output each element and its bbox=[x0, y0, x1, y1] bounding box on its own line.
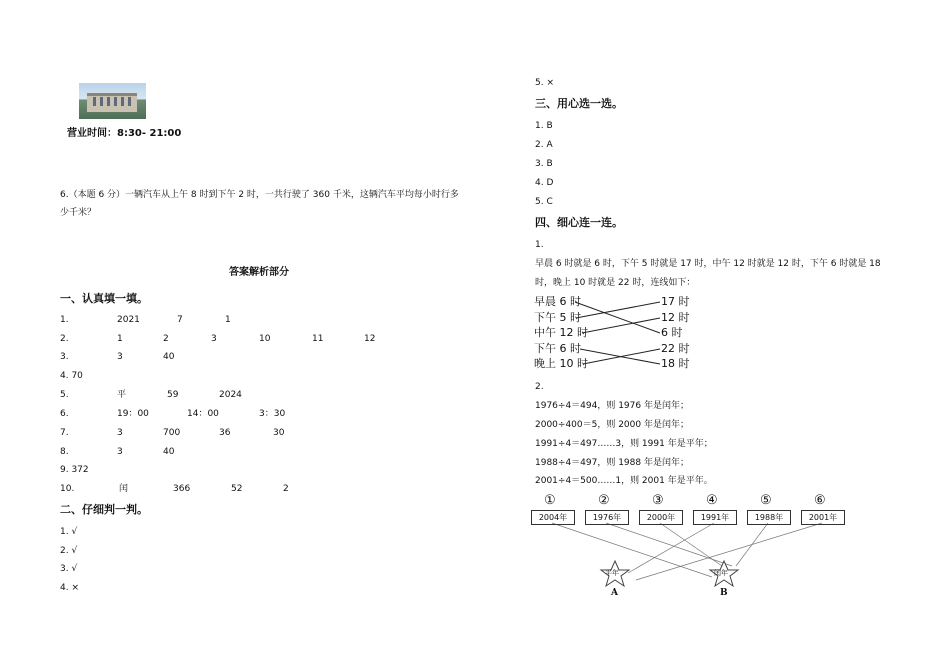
answer-value: 14：00 bbox=[187, 409, 219, 419]
match-left-item: 晚上 10 时 bbox=[534, 357, 588, 370]
answer-num: 1. bbox=[60, 315, 69, 325]
answer-value: 3 bbox=[211, 334, 217, 344]
leap-year-line: 2001÷4＝500……1，则 2001 年是平年。 bbox=[535, 476, 713, 486]
choice-answer: 4. D bbox=[535, 178, 554, 188]
choice-answer: 5. C bbox=[535, 197, 553, 207]
section1-title: 一、认真填一填。 bbox=[60, 292, 148, 305]
answer-value: 7 bbox=[177, 315, 183, 325]
answer-num: 8. bbox=[60, 447, 69, 457]
match-left-item: 下午 5 时 bbox=[534, 311, 581, 324]
business-hours: 营业时间：8:30- 21:00 bbox=[67, 128, 182, 139]
section4-title: 四、细心连一连。 bbox=[535, 216, 623, 229]
judge-answer: 1. √ bbox=[60, 527, 78, 537]
section2-title: 二、仔细判一判。 bbox=[60, 503, 148, 516]
match-right-item: 22 时 bbox=[661, 342, 690, 355]
option-a-label: A bbox=[611, 588, 618, 598]
circle-number: ⑥ bbox=[814, 493, 826, 508]
answer-value: 2021 bbox=[117, 315, 140, 325]
answer-value: 1 bbox=[225, 315, 231, 325]
judge-answer: 5. × bbox=[535, 78, 554, 88]
answer-value: 10 bbox=[259, 334, 271, 344]
leap-year-line: 1988÷4＝497，则 1988 年是闰年； bbox=[535, 458, 689, 468]
answer-value: 40 bbox=[163, 447, 175, 457]
answer-num: 3. bbox=[60, 352, 69, 362]
answer-value: 3：30 bbox=[259, 409, 286, 419]
answer-value: 12 bbox=[364, 334, 376, 344]
year-box: 1988年 bbox=[747, 510, 791, 525]
section3-title: 三、用心选一选。 bbox=[535, 97, 623, 110]
answers-title: 答案解析部分 bbox=[229, 267, 289, 278]
answer-num: 6. bbox=[60, 409, 69, 419]
match-right-item: 6 时 bbox=[661, 326, 683, 339]
answer-value: 19：00 bbox=[117, 409, 149, 419]
answer-value: 11 bbox=[312, 334, 324, 344]
answer-value: 59 bbox=[167, 390, 179, 400]
circle-number: ④ bbox=[706, 493, 718, 508]
circle-number: ③ bbox=[652, 493, 664, 508]
answer-value: 2024 bbox=[219, 390, 242, 400]
leap-year-line: 1991÷4＝497……3，则 1991 年是平年； bbox=[535, 439, 713, 449]
answer-value: 2 bbox=[283, 484, 289, 494]
answer-num: 5. bbox=[60, 390, 69, 400]
answer-value: 1 bbox=[117, 334, 123, 344]
answer-num: 2. bbox=[60, 334, 69, 344]
question-6-line1: 6.（本题 6 分）一辆汽车从上午 8 时到下午 2 时，一共行驶了 360 千米，这辆汽车平均每小时行多 bbox=[60, 190, 459, 200]
year-box: 2001年 bbox=[801, 510, 845, 525]
question-number: 2. bbox=[535, 382, 544, 392]
star-label-leap-year: 闰年 bbox=[714, 569, 728, 577]
answer-value: 40 bbox=[163, 352, 175, 362]
match-left-item: 下午 6 时 bbox=[534, 342, 581, 355]
match-explanation-line1: 早晨 6 时就是 6 时，下午 5 时就是 17 时，中午 12 时就是 12 时，下午 6 时就是 18 bbox=[535, 259, 881, 269]
year-box: 1991年 bbox=[693, 510, 737, 525]
answer-num: 9. 372 bbox=[60, 465, 89, 475]
circle-number: ① bbox=[544, 493, 556, 508]
answer-value: 闰 bbox=[119, 484, 129, 494]
circle-number: ② bbox=[598, 493, 610, 508]
question-6-line2: 少千米？ bbox=[60, 208, 97, 218]
answer-value: 366 bbox=[173, 484, 191, 494]
match-right-item: 12 时 bbox=[661, 311, 690, 324]
answer-num: 4. 70 bbox=[60, 371, 83, 381]
answer-num: 7. bbox=[60, 428, 69, 438]
answer-value: 30 bbox=[273, 428, 285, 438]
judge-answer: 2. √ bbox=[60, 546, 78, 556]
choice-answer: 2. A bbox=[535, 140, 553, 150]
question-number: 1. bbox=[535, 240, 544, 250]
judge-answer: 4. × bbox=[60, 583, 79, 593]
judge-answer: 3. √ bbox=[60, 564, 78, 574]
answer-value: 3 bbox=[117, 352, 123, 362]
choice-answer: 3. B bbox=[535, 159, 553, 169]
answer-value: 700 bbox=[163, 428, 181, 438]
leap-year-line: 2000÷400＝5，则 2000 年是闰年； bbox=[535, 420, 689, 430]
star-label-common-year: 平年 bbox=[605, 569, 619, 577]
answer-value: 2 bbox=[163, 334, 169, 344]
year-box: 1976年 bbox=[585, 510, 629, 525]
leap-year-line: 1976÷4＝494，则 1976 年是闰年； bbox=[535, 401, 689, 411]
match-left-item: 中午 12 时 bbox=[534, 326, 588, 339]
choice-answer: 1. B bbox=[535, 121, 553, 131]
year-box: 2000年 bbox=[639, 510, 683, 525]
match-right-item: 18 时 bbox=[661, 357, 690, 370]
option-b-label: B bbox=[720, 588, 728, 598]
answer-value: 36 bbox=[219, 428, 231, 438]
answer-value: 3 bbox=[117, 447, 123, 457]
answer-value: 3 bbox=[117, 428, 123, 438]
year-box: 2004年 bbox=[531, 510, 575, 525]
answer-num: 10. bbox=[60, 484, 75, 494]
answer-value: 52 bbox=[231, 484, 243, 494]
answer-value: 平 bbox=[117, 390, 127, 400]
match-right-item: 17 时 bbox=[661, 295, 690, 308]
match-left-item: 早晨 6 时 bbox=[534, 295, 581, 308]
circle-number: ⑤ bbox=[760, 493, 772, 508]
match-explanation-line2: 时，晚上 10 时就是 22 时，连线如下： bbox=[535, 278, 696, 288]
